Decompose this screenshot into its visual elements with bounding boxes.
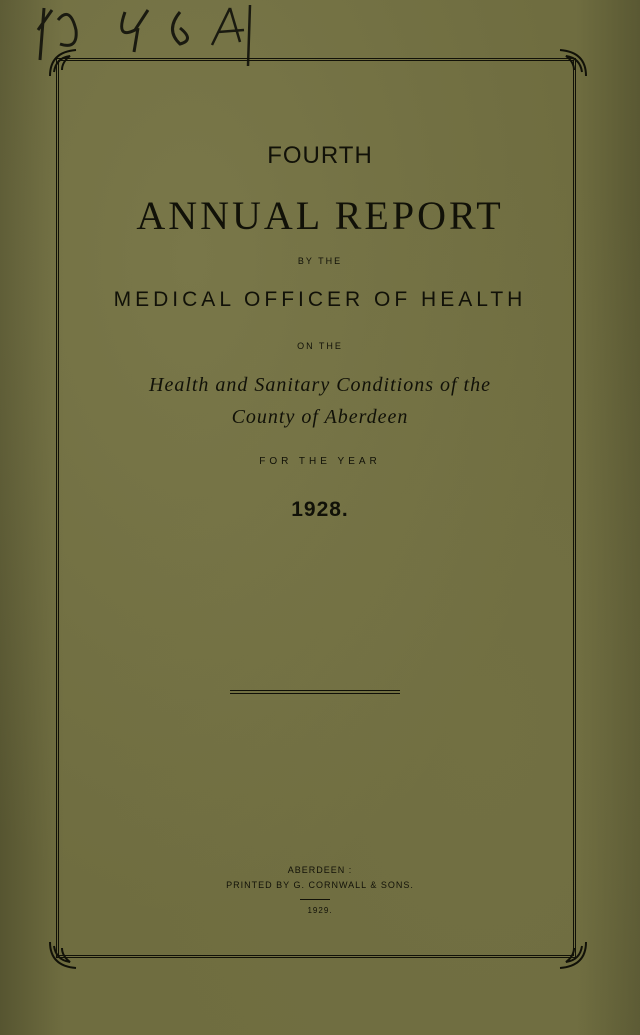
report-title: ANNUAL REPORT (136, 193, 504, 238)
subject-line-1: Health and Sanitary Conditions of the (149, 374, 491, 396)
corner-ornament-icon (48, 940, 78, 970)
report-ordinal: FOURTH (267, 142, 373, 169)
for-the-year-label: FOR THE YEAR (259, 456, 381, 467)
imprint-printer: PRINTED BY G. CORNWALL & SONS. (226, 880, 414, 890)
on-the-label: ON THE (297, 341, 343, 351)
divider-rule (230, 690, 400, 694)
corner-ornament-icon (558, 940, 588, 970)
report-year: 1928. (291, 498, 349, 521)
imprint-divider (300, 899, 330, 900)
imprint-year: 1929. (307, 906, 333, 915)
subject-line-2: County of Aberdeen (231, 406, 409, 428)
by-the-label: BY THE (297, 256, 343, 266)
imprint-place: ABERDEEN : (287, 865, 353, 875)
corner-ornament-icon (48, 48, 78, 78)
corner-ornament-icon (558, 48, 588, 78)
officer-title: MEDICAL OFFICER OF HEALTH (113, 288, 527, 311)
